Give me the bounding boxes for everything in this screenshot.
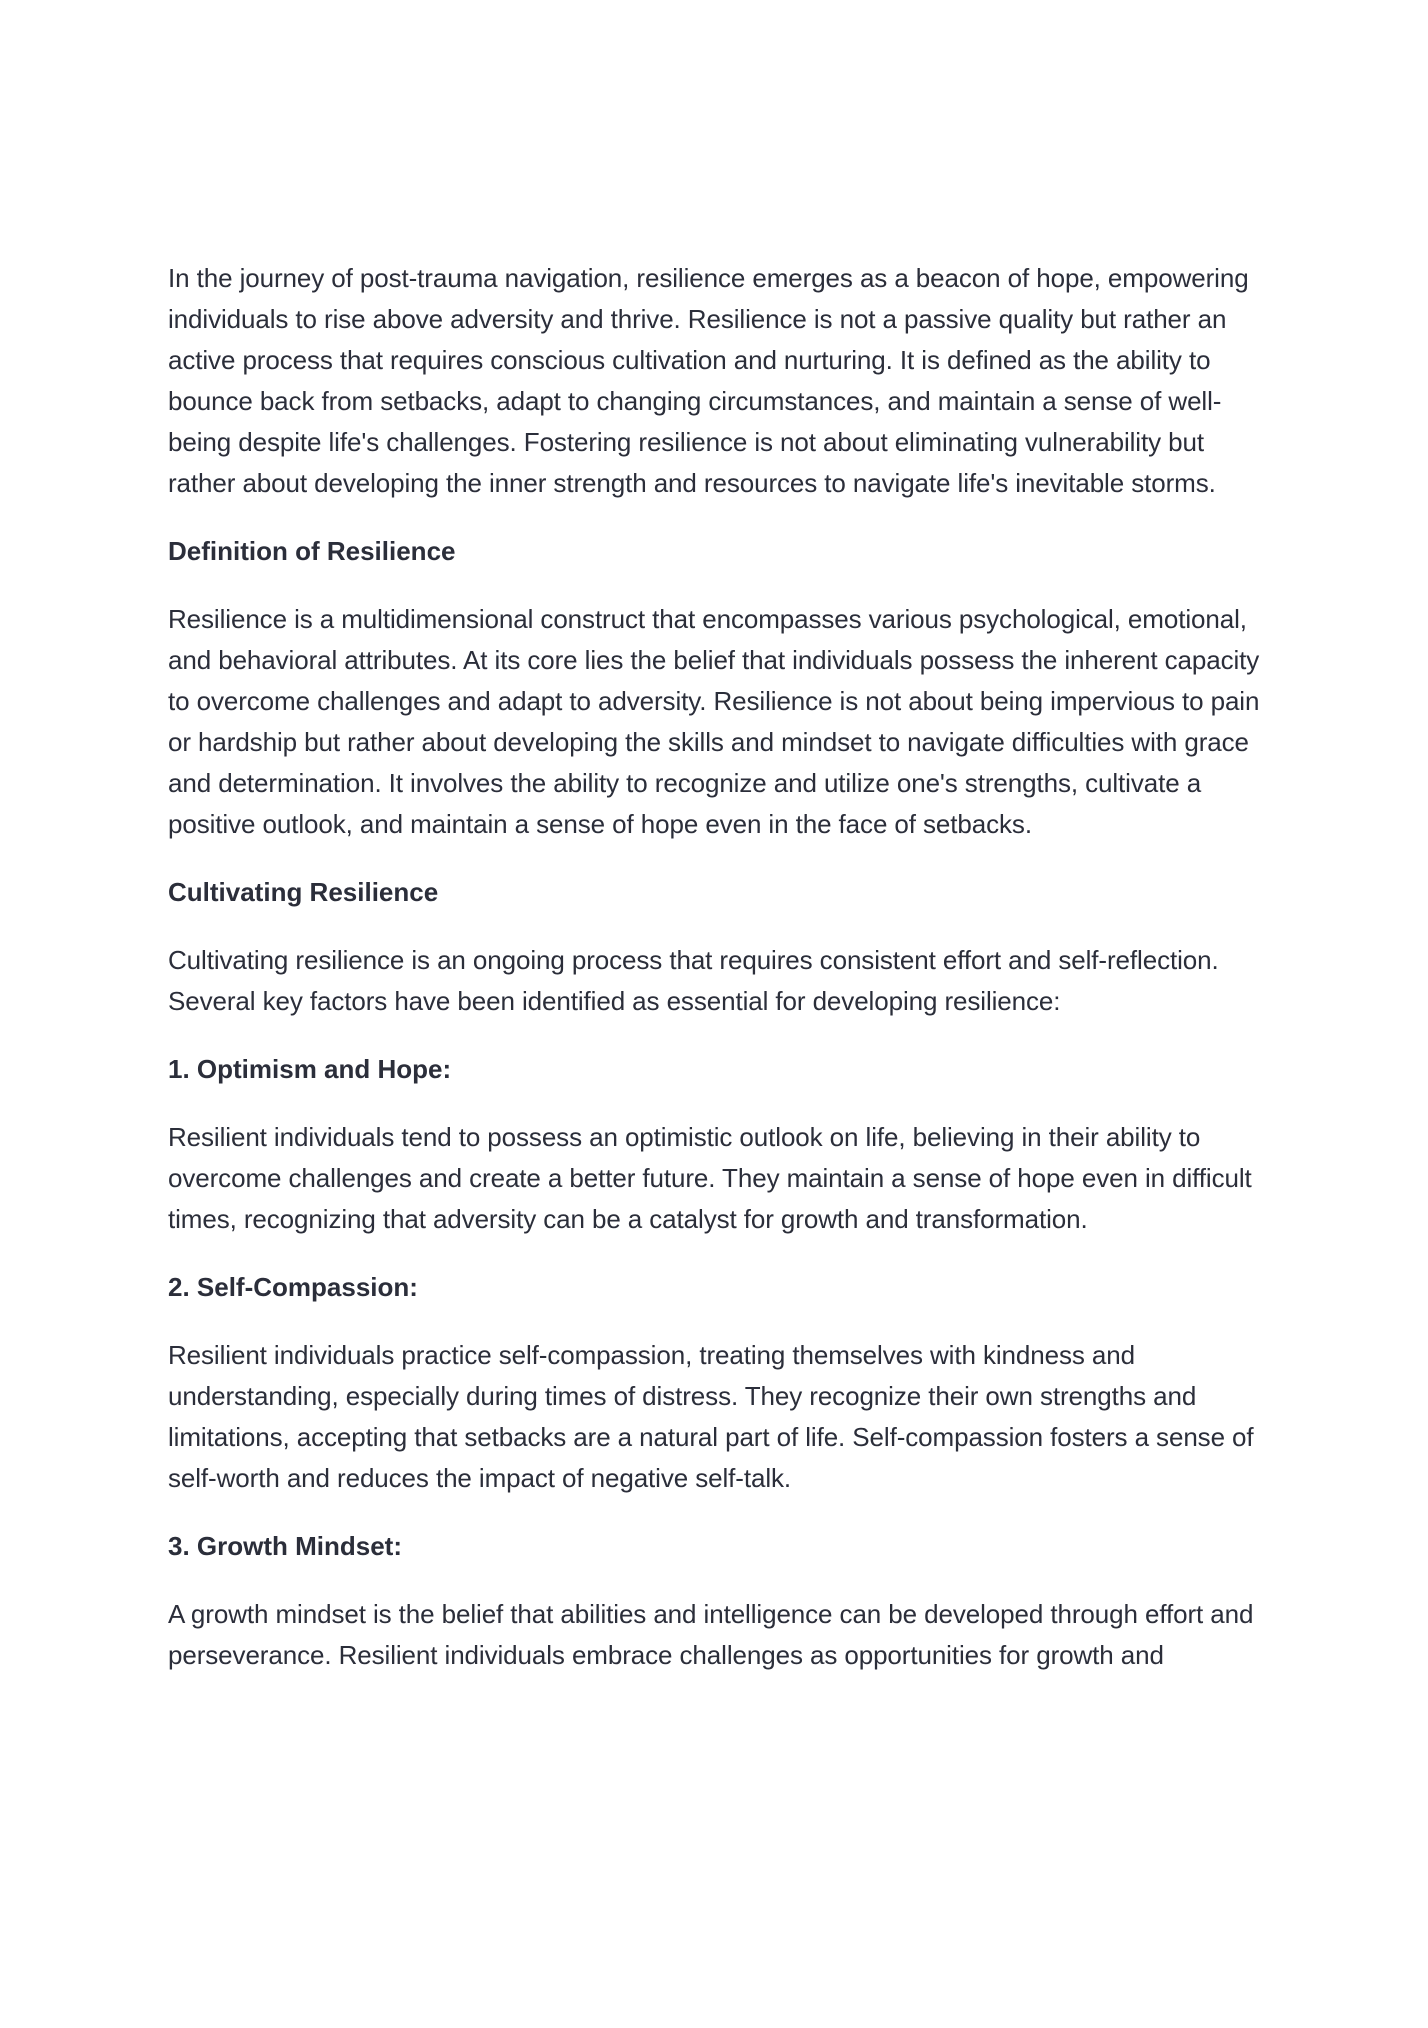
intro-paragraph: In the journey of post-trauma navigation, resilience emerges as a beacon of hope, empowering individuals to rise above adversity and thrive. Resilience is not a passive quality but rather an active process that requires conscious cultivation and nurturing. It is defined as the ability to bounce back from setbacks, adapt to changing circumstances, and maintain a sense of well-being despite life's challenges. Fostering resilience is not about eliminating vulnerability but rather about developing the inner strength and resources to navigate life's inevitable storms.	[168, 263, 1249, 498]
section-heading-growth-mindset: 3. Growth Mindset:	[168, 1531, 402, 1561]
section-body-self-compassion: Resilient individuals practice self-compassion, treating themselves with kindness and understanding, especially during times of distress. They recognize their own strengths and limitations, accepting that setbacks are a natural part of life. Self-compassion fosters a sense of self-worth and reduces the impact of negative self-talk.	[168, 1340, 1254, 1493]
section-heading-optimism: 1. Optimism and Hope:	[168, 1054, 452, 1084]
section-heading-definition: Definition of Resilience	[168, 536, 456, 566]
section-heading-self-compassion: 2. Self-Compassion:	[168, 1272, 418, 1302]
section-heading-cultivating: Cultivating Resilience	[168, 877, 439, 907]
section-body-growth-mindset: A growth mindset is the belief that abilities and intelligence can be developed through effort and perseverance. Resilient individuals embrace challenges as opportunities for growth and	[168, 1599, 1254, 1670]
section-body-definition: Resilience is a multidimensional construct that encompasses various psychological, emotional, and behavioral attributes. At its core lies the belief that individuals possess the inherent capacity to overcome challenges and adapt to adversity. Resilience is not about being impervious to pain or hardship but rather about developing the skills and mindset to navigate difficulties with grace and determination. It involves the ability to recognize and utilize one's strengths, cultivate a positive outlook, and maintain a sense of hope even in the face of setbacks.	[168, 604, 1260, 839]
section-body-optimism: Resilient individuals tend to possess an optimistic outlook on life, believing in their ability to overcome challenges and create a better future. They maintain a sense of hope even in difficult times, recognizing that adversity can be a catalyst for growth and transformation.	[168, 1122, 1252, 1234]
document-page	[168, 258, 1268, 1703]
section-body-cultivating: Cultivating resilience is an ongoing process that requires consistent effort and self-reflection. Several key factors have been identified as essential for developing resilience:	[168, 945, 1219, 1016]
